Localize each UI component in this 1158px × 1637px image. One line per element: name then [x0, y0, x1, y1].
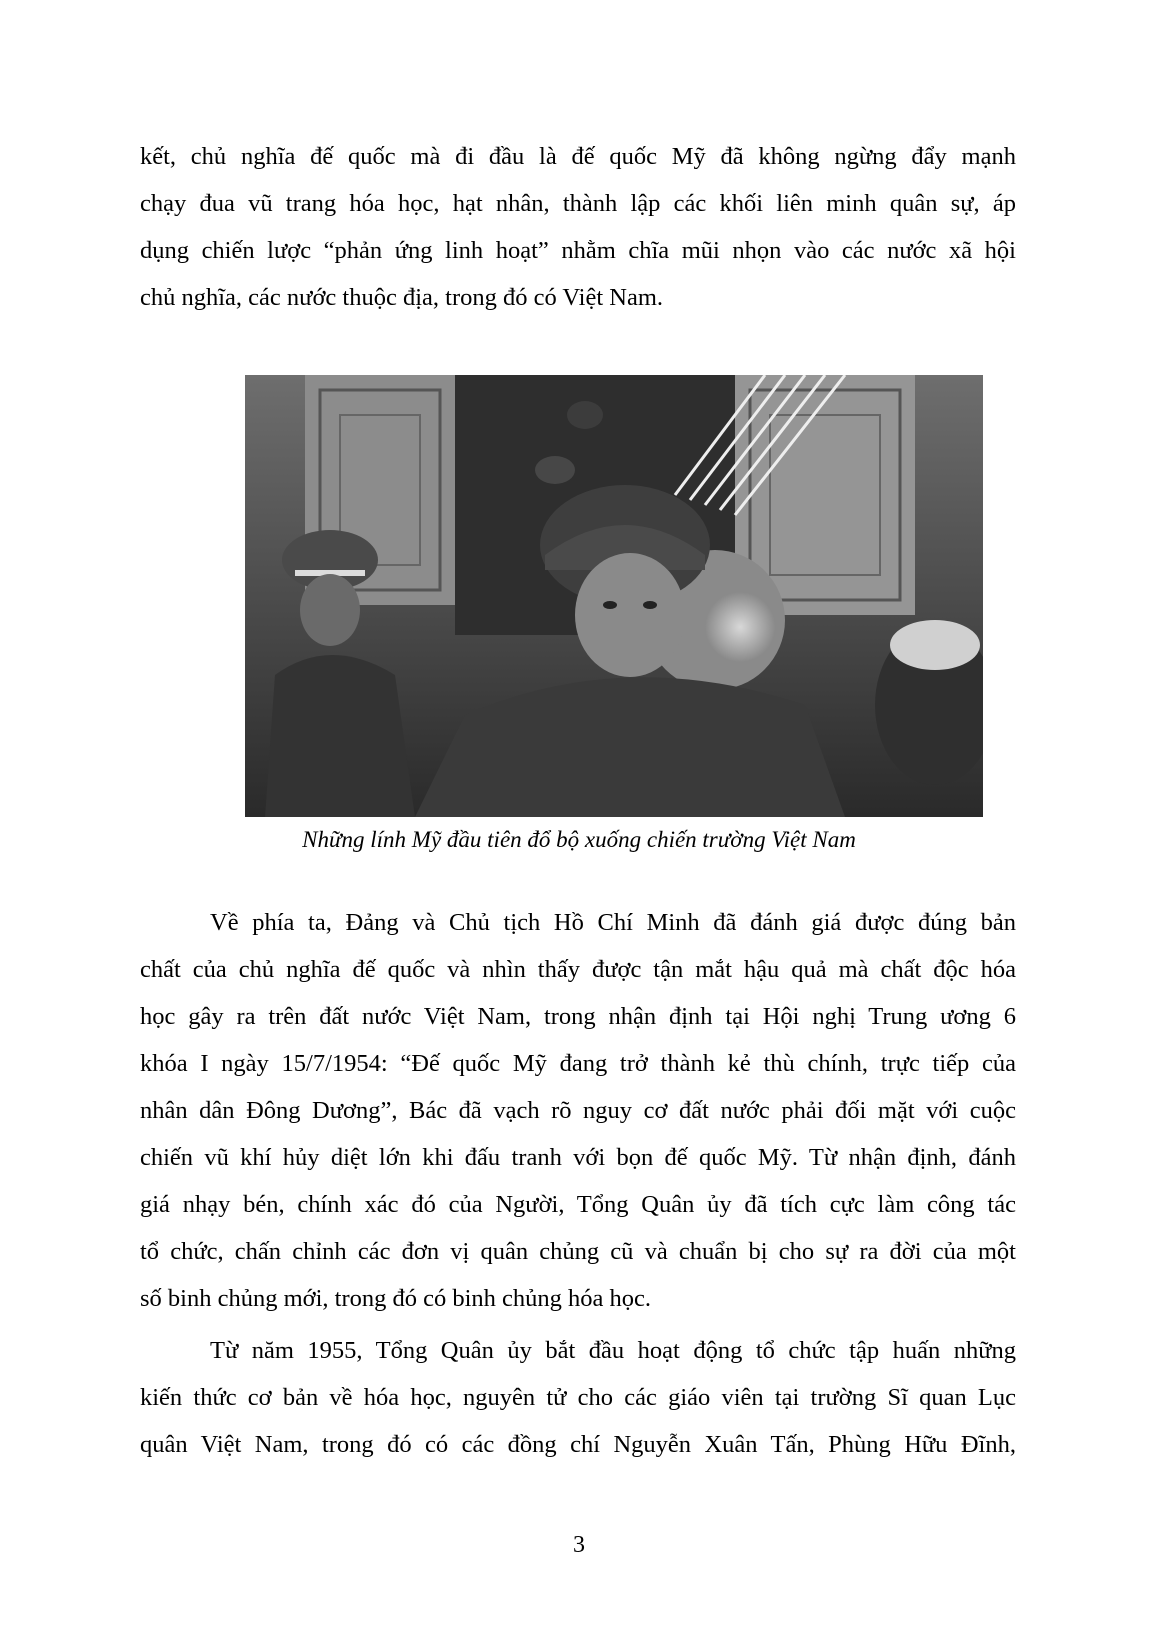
- text-line: số binh chủng mới, trong đó có binh chủng hóa học.: [140, 1285, 652, 1312]
- text-line: tổ chức, chấn chỉnh các đơn vị quân chủng cũ và chuẩn bị cho sự ra đời của một: [140, 1238, 1016, 1265]
- text-line: Về phía ta, Đảng và Chủ tịch Hồ Chí Minh đã đánh giá được đúng bản: [210, 909, 1016, 936]
- photo-us-soldiers-landing: [245, 375, 983, 817]
- paragraph-intro: [140, 133, 1016, 321]
- text-line: nhân dân Đông Dương”, Bác đã vạch rõ nguy cơ đất nước phải đối mặt với cuộc: [140, 1097, 1016, 1124]
- text-line: khóa I ngày 15/7/1954: “Đế quốc Mỹ đang trở thành kẻ thù chính, trực tiếp của: [140, 1050, 1016, 1077]
- paragraph-party-assessment: [140, 899, 1016, 1322]
- text-line: quân Việt Nam, trong đó có các đồng chí Nguyễn Xuân Tấn, Phùng Hữu Đĩnh,: [140, 1431, 1016, 1458]
- text-line: kết, chủ nghĩa đế quốc mà đi đầu là đế quốc Mỹ đã không ngừng đẩy mạnh: [140, 143, 1016, 170]
- text-line: học gây ra trên đất nước Việt Nam, trong nhận định tại Hội nghị Trung ương 6: [140, 1003, 1016, 1030]
- soldiers-photo-illustration: [245, 375, 983, 817]
- page-number: 3: [573, 1532, 585, 1558]
- text-line: kiến thức cơ bản về hóa học, nguyên tử cho các giáo viên tại trường Sĩ quan Lục: [140, 1384, 1016, 1411]
- text-line: chất của chủ nghĩa đế quốc và nhìn thấy được tận mắt hậu quả mà chất độc hóa: [140, 956, 1016, 983]
- text-line: Từ năm 1955, Tổng Quân ủy bắt đầu hoạt động tổ chức tập huấn những: [210, 1337, 1016, 1364]
- text-line: chiến vũ khí hủy diệt lớn khi đấu tranh với bọn đế quốc Mỹ. Từ nhận định, đánh: [140, 1144, 1016, 1171]
- text-line: dụng chiến lược “phản ứng linh hoạt” nhằm chĩa mũi nhọn vào các nước xã hội: [140, 237, 1016, 264]
- paragraph-1955-training: [140, 1327, 1016, 1468]
- text-line: chủ nghĩa, các nước thuộc địa, trong đó có Việt Nam.: [140, 284, 664, 311]
- text-line: chạy đua vũ trang hóa học, hạt nhân, thành lập các khối liên minh quân sự, áp: [140, 190, 1016, 217]
- figure-caption: Những lính Mỹ đầu tiên đổ bộ xuống chiến trường Việt Nam: [302, 827, 856, 852]
- text-line: giá nhạy bén, chính xác đó của Người, Tổng Quân ủy đã tích cực làm công tác: [140, 1191, 1016, 1218]
